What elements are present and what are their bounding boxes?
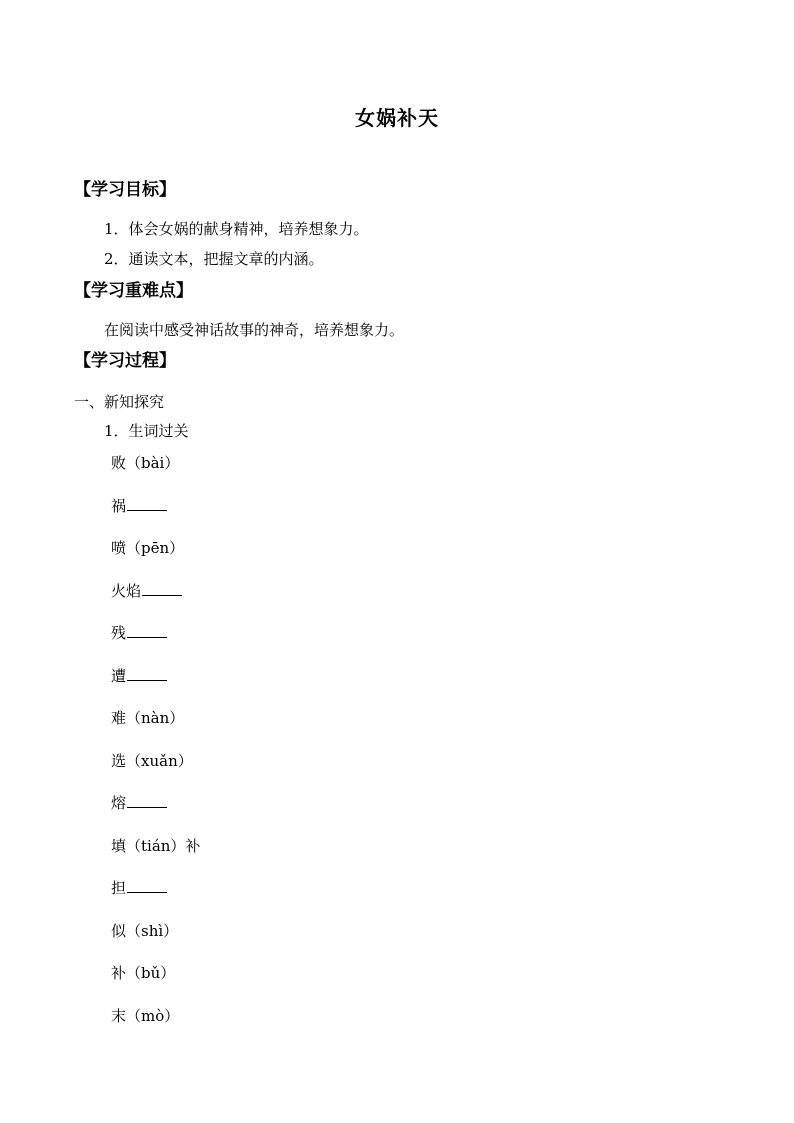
vocab-item [111, 665, 167, 687]
vocab-item [111, 835, 200, 857]
vocab-word: 难（nàn） [111, 709, 185, 727]
fill-in-blank[interactable] [127, 666, 167, 681]
vocab-word: 熔 [111, 794, 127, 812]
page-title: 女娲补天 [355, 106, 439, 130]
sub-heading: 1．生词过关 [104, 422, 189, 440]
vocab-word: 填（tián）补 [111, 836, 201, 855]
vocab-item [111, 580, 182, 602]
vocab-word: 补（bǔ） [111, 964, 176, 982]
vocab-item [111, 622, 167, 644]
vocab-item [111, 920, 178, 942]
vocab-item [111, 792, 167, 814]
vocab-item [111, 452, 179, 474]
vocab-item [111, 707, 184, 729]
vocab-item [111, 537, 184, 559]
process-heading: 【学习过程】 [74, 351, 176, 371]
vocab-word: 担 [111, 879, 127, 897]
vocab-item [111, 1005, 179, 1027]
fill-in-blank[interactable] [127, 623, 167, 638]
key-points-text: 在阅读中感受神话故事的神奇，培养想象力。 [104, 321, 405, 339]
goal-item: 1．体会女娲的献身精神，培养想象力。 [104, 220, 369, 238]
fill-in-blank[interactable] [142, 581, 182, 596]
fill-in-blank[interactable] [127, 878, 167, 893]
vocab-word: 末（mò） [111, 1006, 180, 1025]
vocab-word: 似（shì） [111, 921, 179, 940]
vocab-word: 喷（pēn） [111, 539, 185, 557]
vocab-item [111, 962, 175, 984]
fill-in-blank[interactable] [127, 496, 167, 511]
part-heading: 一、新知探究 [74, 393, 165, 411]
goal-item: 2．通读文本，把握文章的内涵。 [104, 250, 324, 268]
vocab-word: 残 [111, 624, 127, 642]
fill-in-blank[interactable] [127, 793, 167, 808]
vocab-word: 祸 [111, 496, 127, 515]
key-points-heading: 【学习重难点】 [74, 281, 193, 301]
vocab-word: 火焰 [111, 581, 142, 600]
vocab-item [111, 495, 167, 517]
vocab-word: 选（xuǎn） [111, 751, 193, 770]
vocab-word: 败（bài） [111, 454, 180, 472]
vocab-item [111, 877, 167, 899]
vocab-word: 遭 [111, 666, 127, 685]
vocab-item [111, 750, 193, 772]
goals-heading: 【学习目标】 [74, 180, 176, 200]
